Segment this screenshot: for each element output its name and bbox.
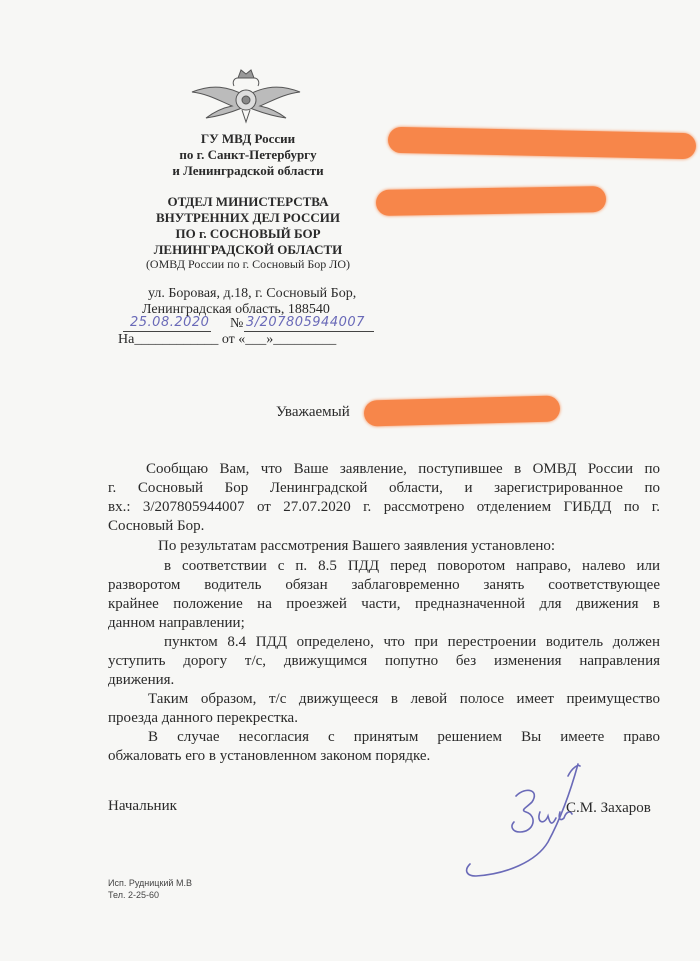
org-name-line1: ГУ МВД России <box>200 131 296 146</box>
body-line: Сообщаю Вам, что Ваше заявление, поступившее в ОМВД России по <box>146 461 660 477</box>
body-line: данном направлении; <box>108 615 245 631</box>
body-line: В случае несогласия с принятым решением Вы имеете право <box>148 729 660 745</box>
org-name-line3: и Ленинградской области <box>172 163 324 178</box>
redaction-mark <box>388 127 696 159</box>
dept-name-line2: ВНУТРЕННИХ ДЕЛ РОССИИ <box>155 210 341 225</box>
body-line: вх.: 3/207805944007 от 27.07.2020 г. рассмотрено отделением ГИБДД по г. <box>108 499 660 515</box>
address-line1: ул. Боровая, д.18, г. Сосновый Бор, <box>148 286 357 301</box>
handwritten-signature <box>456 756 586 880</box>
redaction-mark <box>376 186 606 216</box>
dept-name-line3: ПО г. СОСНОВЫЙ БОР <box>175 226 321 241</box>
body-line: крайнее положение на проезжей части, предназначенной для движения в <box>108 596 660 612</box>
redaction-mark <box>364 395 561 426</box>
body-line: обжаловать его в установленном законом порядке. <box>108 748 431 764</box>
dept-name-line1: ОТДЕЛ МИНИСТЕРСТВА <box>167 194 329 209</box>
body-line: Таким образом, т/с движущееся в левой полосе имеет преимущество <box>148 691 660 707</box>
body-line: Сосновый Бор. <box>108 518 205 534</box>
signer-name: С.М. Захаров <box>566 800 651 816</box>
body-line: г. Сосновый Бор Ленинградской области, и зарегистрированное по <box>108 480 660 496</box>
body-line: разворотом водитель обязан заблаговременно занять соответствующее <box>108 577 660 593</box>
number-label: № <box>230 316 244 331</box>
outgoing-date: 25.08.2020 <box>130 315 210 330</box>
body-line: движения. <box>108 672 175 688</box>
org-name-line2: по г. Санкт-Петербургу <box>179 147 317 162</box>
outgoing-number: 3/207805944007 <box>246 315 365 330</box>
double-headed-eagle-emblem <box>188 64 304 126</box>
executor-phone: Тел. 2-25-60 <box>108 890 159 900</box>
address-line2: Ленинградская область, 188540 <box>142 302 330 317</box>
body-line: пунктом 8.4 ПДД определено, что при перестроении водитель должен <box>164 634 660 650</box>
body-line: По результатам рассмотрения Вашего заявления установлено: <box>158 538 556 554</box>
dept-name-line4: ЛЕНИНГРАДСКОЙ ОБЛАСТИ <box>153 242 343 257</box>
executor-name: Исп. Рудницкий М.В <box>108 878 192 888</box>
body-line: проезда данного перекрестка. <box>108 710 298 726</box>
body-line: в соответствии с п. 8.5 ПДД перед поворотом направо, налево или <box>164 558 660 574</box>
signer-position: Начальник <box>108 798 177 814</box>
greeting: Уважаемый <box>276 404 350 420</box>
reference-line: На____________ от «___»_________ <box>118 332 337 347</box>
body-line: уступить дорогу т/с, движущимся попутно без изменения направления <box>108 653 660 669</box>
dept-short-name: (ОМВД России по г. Сосновый Бор ЛО) <box>145 257 351 271</box>
